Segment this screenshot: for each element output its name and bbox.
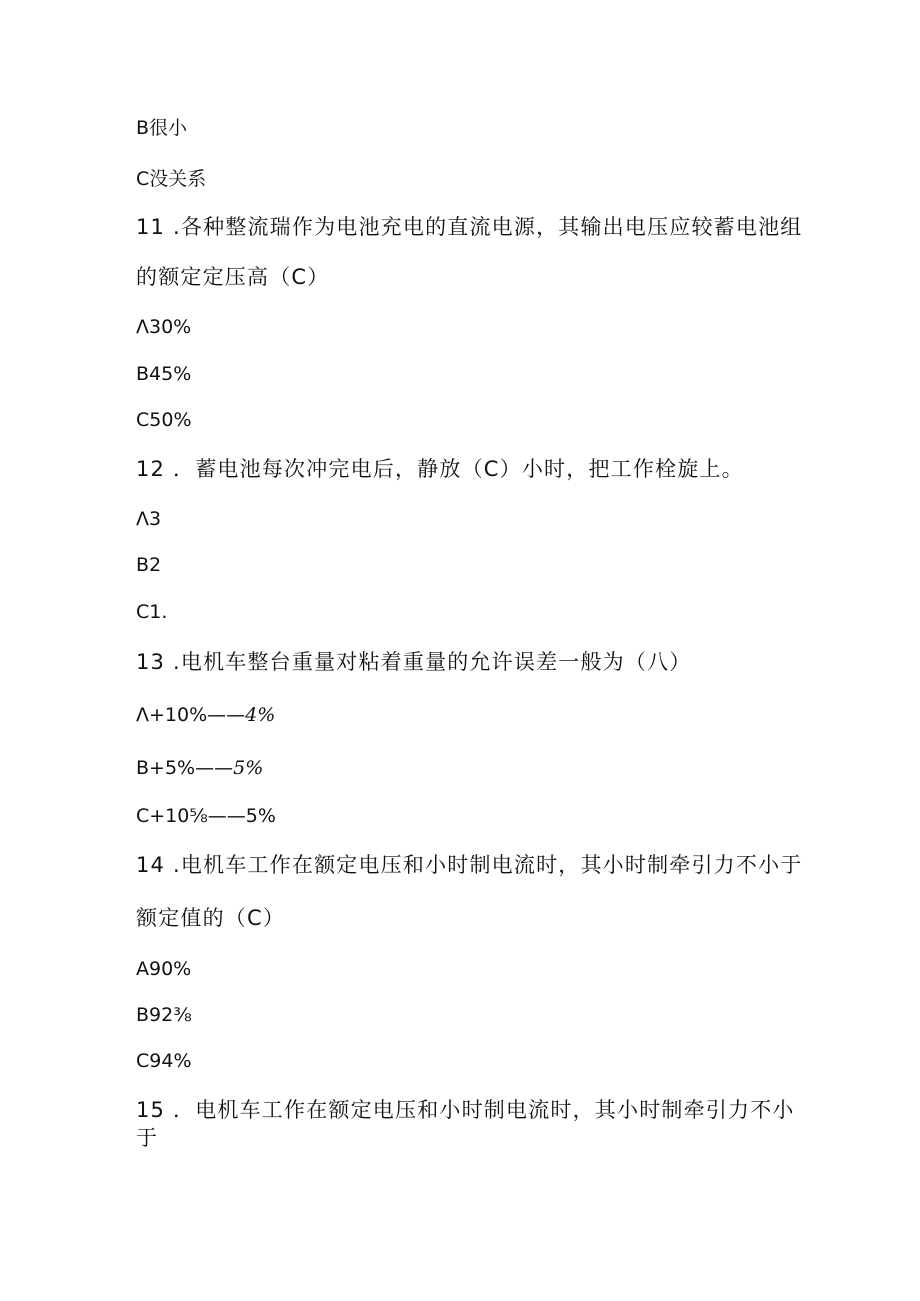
- option-a-q13-tail: 4%: [245, 704, 276, 726]
- question-14-line-2: 额定值的（C）: [136, 906, 286, 930]
- question-14-line-1: 14 .电机车工作在额定电压和小时制电流时，其小时制牵引力不小于: [136, 853, 803, 877]
- option-b-q13-main: B+5%——: [136, 757, 234, 779]
- question-13: 13 .电机车整台重量对粘着重量的允许误差一般为（八）: [136, 650, 692, 674]
- question-11-line-2: 的额定定压高（C）: [136, 265, 330, 289]
- option-a-q11: Λ30%: [136, 316, 192, 338]
- question-12: 12 ．蓄电池每次冲完电后，静放（C）小时，把工作栓旋上。: [136, 457, 744, 481]
- option-b-q14: B92⅜: [136, 1004, 192, 1026]
- option-a-q14: A90%: [136, 958, 192, 980]
- option-b-q12: B2: [136, 554, 162, 576]
- option-b-q13-tail: 5%: [233, 757, 264, 779]
- question-15-line-1: 15 ．电机车工作在额定电压和小时制电流时，其小时制牵引力不小: [136, 1098, 795, 1122]
- option-b-q11: B45%: [136, 363, 192, 385]
- option-c-q10: C没关系: [136, 168, 207, 190]
- option-a-q12: Λ3: [136, 508, 162, 530]
- option-b-q13: [136, 756, 263, 780]
- option-c-q14: C94%: [136, 1050, 192, 1072]
- option-a-q13-main: Λ+10%——: [136, 704, 246, 726]
- option-a-q13: [136, 703, 275, 727]
- question-15-line-2: 于: [136, 1126, 159, 1150]
- question-11-line-1: 11 .各种整流瑞作为电池充电的直流电源，其输出电压应较蓄电池组: [136, 215, 803, 239]
- option-c-q13: C+10⅝——5%: [136, 805, 276, 827]
- option-b-q10: B很小: [136, 117, 188, 139]
- option-c-q12: C1.: [136, 601, 168, 623]
- option-c-q11: C50%: [136, 409, 192, 431]
